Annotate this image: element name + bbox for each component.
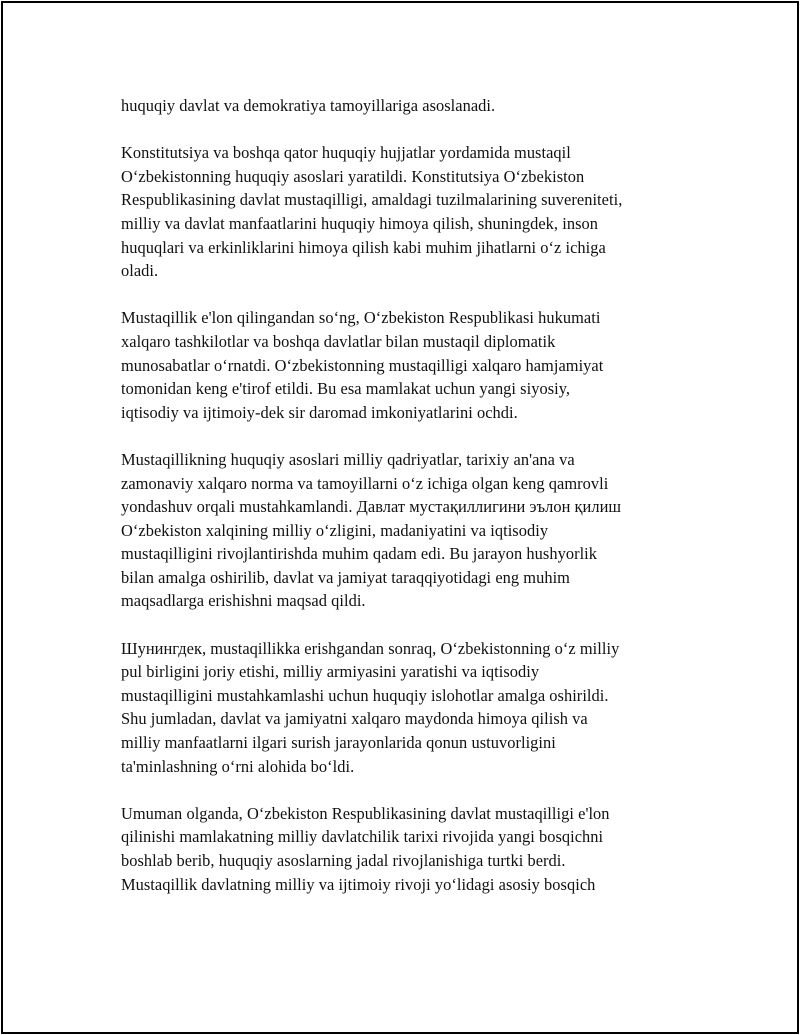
text-line: mustaqilligini mustahkamlashi uchun huquqiy islohotlar amalga oshirildi. <box>121 685 609 705</box>
text-line: munosabatlar o‘rnatdi. O‘zbekistonning mustaqilligi xalqaro hamjamiyat <box>121 355 604 375</box>
text-line: maqsadlarga erishishni maqsad qildi. <box>121 591 366 611</box>
text-line: huquqlari va erkinliklarini himoya qilish kabi muhim jihatlarni o‘z ichiga <box>121 237 606 257</box>
text-line: Mustaqillik davlatning milliy va ijtimoiy rivoji yo‘lidagi asosiy bosqich <box>121 874 596 894</box>
text-line: Umuman olganda, O‘zbekiston Respublikasining davlat mustaqilligi e'lon <box>121 803 610 823</box>
paragraph-6 <box>121 802 691 896</box>
text-line: Mustaqillikning huquqiy asoslari milliy qadriyatlar, tarixiy an'ana va <box>121 449 575 469</box>
text-line: qilinishi mamlakatning milliy davlatchilik tarixi rivojida yangi bosqichni <box>121 827 604 847</box>
text-line: bilan amalga oshirilib, davlat va jamiyat taraqqiyotidagi eng muhim <box>121 567 570 587</box>
text-line: oladi. <box>121 261 159 281</box>
text-line: Mustaqillik e'lon qilingandan so‘ng, O‘zbekiston Respublikasi hukumati <box>121 308 601 328</box>
text-line: Shu jumladan, davlat va jamiyatni xalqaro maydonda himoya qilish va <box>121 709 588 729</box>
text-line: milliy va davlat manfaatlarini huquqiy himoya qilish, shuningdek, inson <box>121 213 598 233</box>
text-line: O‘zbekiston xalqining milliy o‘zligini, madaniyatini va iqtisodiy <box>121 520 549 540</box>
paragraph-5 <box>121 637 691 779</box>
text-line: Шунингдек, mustaqillikka erishgandan sonraq, O‘zbekistonning o‘z milliy <box>121 638 620 658</box>
paragraph-1 <box>121 94 691 118</box>
text-line: O‘zbekistonning huquqiy asoslari yaratildi. Konstitutsiya O‘zbekiston <box>121 166 585 186</box>
text-line: iqtisodiy va ijtimoiy-dek sir daromad imkoniyatlarini ochdi. <box>121 402 518 422</box>
paragraph-2 <box>121 141 691 283</box>
text-line: zamonaviy xalqaro norma va tamoyillarni o‘z ichiga olgan keng qamrovli <box>121 473 609 493</box>
text-line: boshlab berib, huquqiy asoslarning jadal rivojlanishiga turtki berdi. <box>121 851 566 870</box>
text-line: Konstitutsiya va boshqa qator huquqiy hujjatlar yordamida mustaqil <box>121 143 571 163</box>
text-line: mustaqilligini rivojlantirishda muhim qadam edi. Bu jarayon hushyorlik <box>121 544 598 564</box>
text-line: xalqaro tashkilotlar va boshqa davlatlar bilan mustaqil diplomatik <box>121 331 556 351</box>
text-line: milliy manfaatlarni ilgari surish jarayonlarida qonun ustuvorligini <box>121 733 556 753</box>
text-line: pul birligini joriy etishi, milliy armiyasini yaratishi va iqtisodiy <box>121 662 540 682</box>
paragraph-4 <box>121 448 691 613</box>
text-line: huquqiy davlat va demokratiya tamoyillariga asoslanadi. <box>121 96 496 115</box>
paragraph-3 <box>121 306 691 424</box>
text-line: yondashuv orqali mustahkamlandi. Давлат мустақиллигини эълон қилиш <box>121 497 622 517</box>
document-page <box>1 1 799 1034</box>
text-line: Respublikasining davlat mustaqilligi, amaldagi tuzilmalarining suvereniteti, <box>121 190 623 210</box>
text-line: ta'minlashning o‘rni alohida bo‘ldi. <box>121 756 355 776</box>
text-line: tomonidan keng e'tirof etildi. Bu esa mamlakat uchun yangi siyosiy, <box>121 379 571 399</box>
document-body <box>121 94 691 920</box>
